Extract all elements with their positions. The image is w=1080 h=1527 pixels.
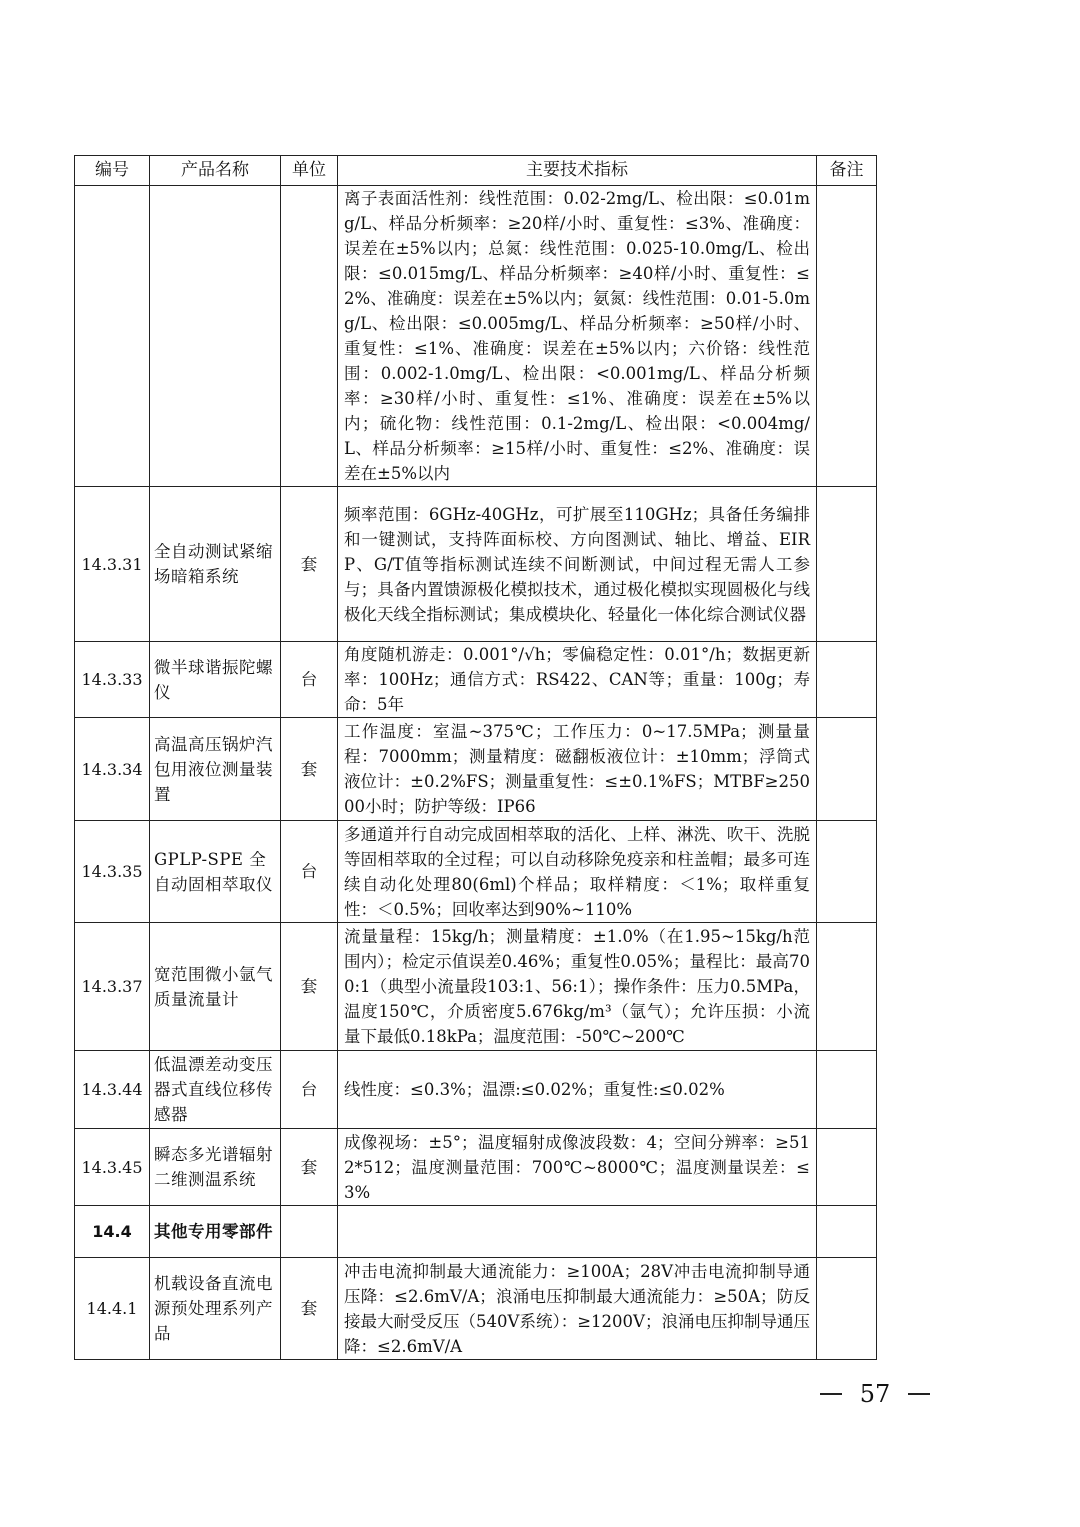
row-remarks bbox=[817, 1258, 877, 1360]
row-product-name: 低温漂差动变压器式直线位移传感器 bbox=[150, 1051, 281, 1129]
row-unit bbox=[281, 186, 338, 487]
row-specs: 工作温度：室温~375℃；工作压力：0~17.5MPa；测量量程：7000mm；测量精度：磁翻板液位计：±10mm；浮筒式液位计：±0.2%FS；测量重复性：≤±0.1%FS；MTBF≥25000小时；防护等级：IP66 bbox=[338, 718, 817, 821]
row-specs: 频率范围：6GHz-40GHz，可扩展至110GHz；具备任务编排和一键测试，支持阵面标校、方向图测试、轴比、增益、EIRP、G/T值等指标测试连续不间断测试，中间过程无需人工参与；具备内置馈源极化模拟技术，通过极化模拟实现圆极化与线极化天线全指标测试；集成模块化、轻量化一体化综合测试仪器 bbox=[338, 487, 817, 642]
row-number: 14.3.45 bbox=[75, 1129, 150, 1206]
row-unit: 套 bbox=[281, 1258, 338, 1360]
table-row bbox=[75, 1258, 877, 1360]
header-product-name: 产品名称 bbox=[150, 156, 281, 186]
row-number: 14.3.37 bbox=[75, 923, 150, 1051]
page-number: 57 bbox=[859, 1380, 891, 1408]
row-remarks bbox=[817, 186, 877, 487]
header-number: 编号 bbox=[75, 156, 150, 186]
row-remarks bbox=[817, 642, 877, 718]
row-product-name bbox=[150, 186, 281, 487]
table-row bbox=[75, 821, 877, 923]
row-remarks bbox=[817, 821, 877, 923]
row-specs: 多通道并行自动完成固相萃取的活化、上样、淋洗、吹干、洗脱等固相萃取的全过程；可以自动移除免疫亲和柱盖帽；最多可连续自动化处理80(6ml)个样品；取样精度：＜1%；取样重复性：＜0.5%；回收率达到90%~110% bbox=[338, 821, 817, 923]
section-number: 14.4 bbox=[75, 1206, 150, 1258]
row-specs: 角度随机游走：0.001°/√h；零偏稳定性：0.01°/h；数据更新率：100Hz；通信方式：RS422、CAN等；重量：100g；寿命：5年 bbox=[338, 642, 817, 718]
row-number: 14.3.34 bbox=[75, 718, 150, 821]
table-row bbox=[75, 923, 877, 1051]
row-number: 14.4.1 bbox=[75, 1258, 150, 1360]
row-remarks bbox=[817, 718, 877, 821]
row-number: 14.3.44 bbox=[75, 1051, 150, 1129]
row-number: 14.3.35 bbox=[75, 821, 150, 923]
table-row bbox=[75, 642, 877, 718]
row-product-name: 宽范围微小氩气质量流量计 bbox=[150, 923, 281, 1051]
page-footer bbox=[820, 1380, 930, 1408]
row-product-name: 瞬态多光谱辐射二维测温系统 bbox=[150, 1129, 281, 1206]
table-row bbox=[75, 718, 877, 821]
row-number bbox=[75, 186, 150, 487]
row-number: 14.3.33 bbox=[75, 642, 150, 718]
row-specs bbox=[338, 1206, 817, 1258]
section-row bbox=[75, 1206, 877, 1258]
row-unit: 套 bbox=[281, 1129, 338, 1206]
row-specs: 离子表面活性剂：线性范围：0.02-2mg/L、检出限：≤0.01mg/L、样品分析频率：≥20样/小时、重复性：≤3%、准确度：误差在±5%以内；总氮：线性范围：0.025-10.0mg/L、检出限：≤0.015mg/L、样品分析频率：≥40样/小时、重复性：≤2%、准确度：误差在±5%以内；氨氮：线性范围：0.01-5.0mg/L、检出限：≤0.005mg/L、样品分析频率：≥50样/小时、重复性：≤1%、准确度：误差在±5%以内；六价铬：线性范围：0.002-1.0mg/L、检出限：<0.001mg/L、样品分析频率：≥30样/小时、重复性：≤1%、准确度：误差在±5%以内；硫化物：线性范围：0.1-2mg/L、检出限：<0.004mg/L、样品分析频率：≥15样/小时、重复性：≤2%、准确度：误差在±5%以内 bbox=[338, 186, 817, 487]
row-product-name: 微半球谐振陀螺仪 bbox=[150, 642, 281, 718]
row-unit: 套 bbox=[281, 718, 338, 821]
row-product-name: 全自动测试紧缩场暗箱系统 bbox=[150, 487, 281, 642]
row-specs: 流量量程：15kg/h；测量精度：±1.0%（在1.95~15kg/h范围内）；检定示值误差0.46%；重复性0.05%；量程比：最高700:1（典型小流量段103:1、56:1）；操作条件：压力0.5MPa，温度150℃，介质密度5.676kg/m³（氩气）；允许压损：小流量下最低0.18kPa；温度范围：-50℃~200℃ bbox=[338, 923, 817, 1051]
row-unit: 台 bbox=[281, 642, 338, 718]
row-specs: 冲击电流抑制最大通流能力：≥100A；28V冲击电流抑制导通压降：≤2.6mV/A；浪涌电压抑制最大通流能力：≥50A；防反接最大耐受反压（540V系统）：≥1200V；浪涌电压抑制导通压降：≤2.6mV/A bbox=[338, 1258, 817, 1360]
row-unit bbox=[281, 1206, 338, 1258]
row-remarks bbox=[817, 1206, 877, 1258]
spec-table bbox=[74, 155, 877, 1360]
table-row bbox=[75, 487, 877, 642]
table-row bbox=[75, 186, 877, 487]
row-remarks bbox=[817, 923, 877, 1051]
row-unit: 套 bbox=[281, 487, 338, 642]
footer-dash-right bbox=[908, 1393, 930, 1395]
footer-dash-left bbox=[820, 1393, 842, 1395]
row-product-name: 机载设备直流电源预处理系列产品 bbox=[150, 1258, 281, 1360]
row-number: 14.3.31 bbox=[75, 487, 150, 642]
row-remarks bbox=[817, 1129, 877, 1206]
row-remarks bbox=[817, 487, 877, 642]
row-specs: 成像视场：±5°；温度辐射成像波段数：4；空间分辨率：≥512*512；温度测量范围：700℃~8000℃；温度测量误差：≤3% bbox=[338, 1129, 817, 1206]
row-specs: 线性度：≤0.3%；温漂:≤0.02%；重复性:≤0.02% bbox=[338, 1051, 817, 1129]
row-remarks bbox=[817, 1051, 877, 1129]
row-unit: 台 bbox=[281, 1051, 338, 1129]
header-unit: 单位 bbox=[281, 156, 338, 186]
header-main-specs: 主要技术指标 bbox=[338, 156, 817, 186]
header-remarks: 备注 bbox=[817, 156, 877, 186]
table-header-row bbox=[75, 156, 877, 186]
row-unit: 台 bbox=[281, 821, 338, 923]
row-product-name: 高温高压锅炉汽包用液位测量装置 bbox=[150, 718, 281, 821]
row-product-name: GPLP-SPE 全自动固相萃取仪 bbox=[150, 821, 281, 923]
table-row bbox=[75, 1129, 877, 1206]
section-title: 其他专用零部件 bbox=[150, 1206, 281, 1258]
table-row bbox=[75, 1051, 877, 1129]
row-unit: 套 bbox=[281, 923, 338, 1051]
